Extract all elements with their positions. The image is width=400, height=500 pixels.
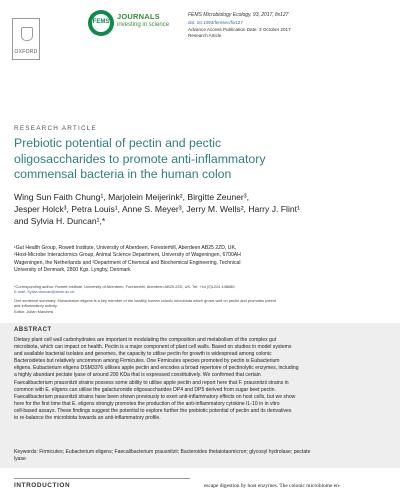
abstract-line: microbiota, which can impact on health. Pectin is a major component of plant cell walls. Based on studies in model systems: [14, 344, 292, 351]
editor-credit: Editor: Julian Marchesi: [14, 309, 54, 314]
oxford-crest-icon: [21, 27, 33, 41]
journals-label: JOURNALS: [117, 12, 160, 21]
title-line: oligosaccharides to promote anti-inflammatory: [14, 151, 266, 166]
abstract-line: common with E. eligens can utilise the galacturonide oligosaccharides DP4 and DP5 derived from sugar beet pectin.: [14, 386, 276, 393]
doi-link[interactable]: doi: 10.1093/femsec/fix127: [188, 20, 243, 25]
affiliation-line: ¹Gut Health Group, Rowett Institute, University of Aberdeen, Foresterhill, Aberdeen AB25 2ZD, UK,: [14, 245, 237, 251]
abstract-text: [14, 337, 386, 422]
introduction-heading: INTRODUCTION: [14, 482, 71, 489]
abstract-line: Faecalibacterium prausnitzii strains possess some ability to utilise apple pectin and report here that F. prausnitzii strains in: [14, 379, 289, 386]
email-link[interactable]: E-mail: Sylvia.duncan@abdn.ac.uk: [14, 289, 75, 294]
body-text-right-column: escape digestion by host enzymes. The colonic microbiome en-: [204, 483, 341, 489]
abstract-line: cell-based assays. These findings suggest the potential to explore further the prebiotic potential of pectin and its derivatives: [14, 407, 292, 414]
abstract-line: Faecalibacterium prausnitzii strains have been shown previously to exert anti-inflammatory effects on host cells, but we show: [14, 393, 296, 400]
one-sentence-summary: One sentence summary: Eubacterium eligens is a key member of the healthy human colonic microbiota which grows well on pectin and promotes potent: [14, 298, 276, 303]
abstract-heading: ABSTRACT: [14, 327, 52, 333]
article-title: [14, 136, 384, 183]
keywords: [14, 449, 386, 463]
abstract-line: Dietary plant cell wall carbohydrates are important in modulating the composition and metabolism of the complex gut: [14, 337, 277, 343]
abstract-line: eligens. Eubacterium eligens DSM3376 utilises apple pectin and encodes a broad repertoire of pectinolytic enzymes, including: [14, 365, 299, 372]
keyword-line: lyase: [14, 456, 26, 463]
journal-citation: FEMS Microbiology Ecology, 93, 2017, fix127: [188, 12, 289, 18]
author-line: Jesper Holck³, Petra Louis¹, Anne S. Meyer³, Jerry M. Wells², Harry J. Flint¹: [14, 204, 300, 214]
abstract-line: and available bacterial isolates and genomes, the capacity to utilise pectin for growth is widespread among colonic: [14, 351, 272, 358]
abstract-line: a highly abundant pectate lyase of around 200 KDa that is expressed constitutively. We confirmed that certain: [14, 372, 261, 379]
advance-access-date: Advance Access Publication Date: 3 October 2017: [188, 27, 291, 32]
author-list: [14, 191, 386, 227]
affiliation-line: University of Denmark, 2800 Kgs. Lyngby, Denmark: [14, 267, 131, 274]
fems-logo: [88, 10, 114, 36]
affiliation-line: Wageningen, the Netherlands and ³Department of Chemical and Biochemical Engineering, Technical: [14, 259, 241, 266]
title-line: Prebiotic potential of pectin and pectic: [14, 136, 222, 150]
author-line: Wing Sun Faith Chung¹, Marjolein Meijerink², Birgitte Zeuner³,: [14, 192, 249, 202]
abstract-line: here for the first time that E. eligens strongly promotes the production of the anti-inflammatory cytokine IL-10 in in vitro: [14, 400, 280, 407]
abstract-line: Bacteroidetes but relatively uncommon among Firmicutes. One Firmicutes species promoted by pectin is Eubacterium: [14, 358, 280, 365]
title-line: commensal bacteria in the human colon: [14, 167, 232, 182]
oxford-logo-text: OXFORD: [14, 49, 38, 55]
section-divider: [14, 478, 190, 479]
fems-logo-text: FEMS: [92, 19, 110, 25]
affiliations: [14, 245, 386, 275]
section-label: RESEARCH ARTICLE: [14, 125, 98, 132]
journals-tagline: investing in science: [117, 22, 170, 28]
abstract-line: to re-balance the microbiota towards an anti-inflammatory profile.: [14, 415, 161, 422]
one-sentence-summary-cont: anti-inflammatory activity.: [14, 303, 58, 308]
author-line: and Sylvia H. Duncan¹,*: [14, 216, 106, 226]
corresponding-author: *Corresponding author: Rowett Institute, University of Aberdeen, Foresterhill, Aberdeen AB25 2ZD, UK. Tel: +44 (0)1224 438680;: [14, 284, 236, 289]
article-type: Research Article: [188, 33, 222, 38]
keyword-line: Keywords: Firmicutes; Eubacterium eligens; Faecalibacterium prausnitzii; Bacteroides thetaiotaomicron; glycosyl hydrolase; pectate: [14, 449, 311, 455]
affiliation-line: ²Host-Microbe Interactomics Group, Animal Science Department, University of Wageningen, 6700AH: [14, 252, 241, 259]
oxford-logo: [12, 18, 40, 60]
